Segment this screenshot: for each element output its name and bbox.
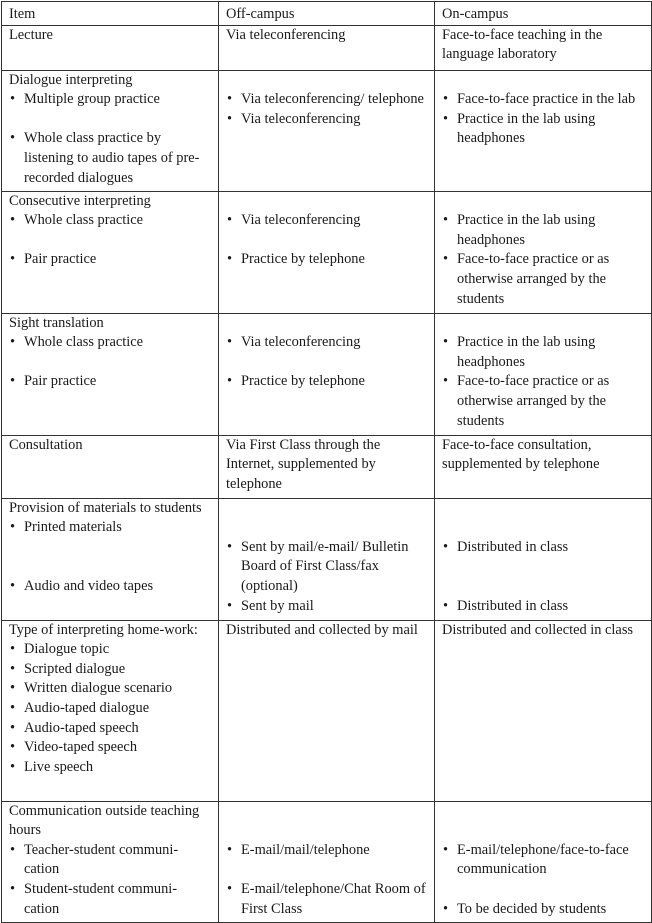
list-item: • Via teleconferencing bbox=[226, 333, 428, 353]
on-campus-bullet-list bbox=[442, 538, 645, 616]
spacer bbox=[442, 314, 645, 334]
item-bullet-list bbox=[9, 841, 212, 919]
off-campus-text: Distributed and collected by mail bbox=[226, 621, 418, 638]
list-item: • Live speech bbox=[9, 758, 212, 778]
list-item: • Practice in the lab using headphones bbox=[442, 211, 645, 250]
row-sight-translation bbox=[2, 313, 652, 435]
cell-on-campus bbox=[435, 25, 652, 70]
list-item: • Pair practice bbox=[9, 372, 212, 392]
item-label: Sight translation bbox=[9, 314, 104, 331]
list-item: • Multiple group practice bbox=[9, 90, 212, 110]
on-campus-bullet-list bbox=[442, 90, 645, 149]
list-item: • Whole class practice bbox=[9, 333, 212, 353]
list-item: • Teacher-student communi-cation bbox=[9, 841, 212, 880]
list-item: • Audio-taped speech bbox=[9, 719, 212, 739]
off-campus-bullet-list bbox=[226, 841, 428, 919]
spacer bbox=[442, 499, 645, 519]
list-item: • Practice in the lab using headphones bbox=[442, 110, 645, 149]
row-type-of-homework bbox=[2, 620, 652, 801]
header-off-campus bbox=[219, 2, 435, 26]
cell-item bbox=[2, 25, 219, 70]
cell-on-campus bbox=[435, 801, 652, 922]
cell-item bbox=[2, 70, 219, 191]
cell-off-campus bbox=[219, 801, 435, 922]
cell-on-campus bbox=[435, 498, 652, 620]
on-campus-text: Face-to-face teaching in the language laboratory bbox=[442, 26, 603, 63]
list-item: • Practice by telephone bbox=[226, 250, 428, 270]
header-on-campus-label: On-campus bbox=[442, 6, 509, 22]
cell-item bbox=[2, 620, 219, 801]
course-delivery-table bbox=[1, 1, 652, 923]
cell-item bbox=[2, 313, 219, 435]
on-campus-bullet-list bbox=[442, 841, 645, 919]
item-label: Dialogue interpreting bbox=[9, 71, 133, 88]
row-lecture bbox=[2, 25, 652, 70]
item-label: Consultation bbox=[9, 436, 83, 453]
item-label: Consecutive interpreting bbox=[9, 192, 151, 209]
list-item: • Whole class practice by listening to audio tapes of pre-recorded dialogues bbox=[9, 129, 212, 188]
cell-on-campus bbox=[435, 191, 652, 313]
cell-on-campus bbox=[435, 313, 652, 435]
spacer bbox=[226, 314, 428, 334]
list-item: • Via teleconferencing bbox=[226, 110, 428, 130]
list-item: • Sent by mail bbox=[226, 597, 428, 617]
list-item: • Written dialogue scenario bbox=[9, 679, 212, 699]
list-item: • Video-taped speech bbox=[9, 738, 212, 758]
list-item: • Audio and video tapes bbox=[9, 577, 212, 597]
cell-off-campus bbox=[219, 25, 435, 70]
item-label: Communication outside teaching hours bbox=[9, 802, 200, 839]
header-item bbox=[2, 2, 219, 26]
list-item: • Distributed in class bbox=[442, 538, 645, 558]
row-dialogue-interpreting bbox=[2, 70, 652, 191]
spacer bbox=[442, 821, 645, 841]
list-item: • Practice in the lab using headphones bbox=[442, 333, 645, 372]
on-campus-bullet-list bbox=[442, 333, 645, 431]
header-item-label: Item bbox=[9, 6, 36, 22]
item-label: Lecture bbox=[9, 26, 53, 43]
off-campus-text: Via First Class through the Internet, supplemented by telephone bbox=[226, 436, 381, 492]
cell-item bbox=[2, 191, 219, 313]
list-item: • Dialogue topic bbox=[9, 640, 212, 660]
on-campus-text: Face-to-face consultation, supplemented by telephone bbox=[442, 436, 600, 473]
cell-item bbox=[2, 435, 219, 498]
on-campus-text: Distributed and collected in class bbox=[442, 621, 634, 638]
list-item: • Distributed in class bbox=[442, 597, 645, 617]
cell-off-campus bbox=[219, 191, 435, 313]
spacer bbox=[226, 192, 428, 212]
header-off-campus-label: Off-campus bbox=[226, 6, 295, 22]
list-item: • Face-to-face practice or as otherwise arranged by the students bbox=[442, 372, 645, 431]
cell-on-campus bbox=[435, 70, 652, 191]
cell-off-campus bbox=[219, 313, 435, 435]
off-campus-bullet-list bbox=[226, 211, 428, 270]
cell-on-campus bbox=[435, 435, 652, 498]
item-label: Provision of materials to students bbox=[9, 499, 202, 516]
list-item: • Printed materials bbox=[9, 518, 212, 538]
item-bullet-list bbox=[9, 518, 212, 596]
list-item: • Via teleconferencing bbox=[226, 211, 428, 231]
off-campus-bullet-list bbox=[226, 90, 428, 129]
cell-off-campus bbox=[219, 70, 435, 191]
cell-off-campus bbox=[219, 620, 435, 801]
spacer bbox=[442, 71, 645, 91]
list-item: • To be decided by students bbox=[442, 900, 645, 920]
spacer bbox=[442, 192, 645, 212]
list-item: • Whole class practice bbox=[9, 211, 212, 231]
row-provision-of-materials bbox=[2, 498, 652, 620]
cell-on-campus bbox=[435, 620, 652, 801]
spacer bbox=[226, 499, 428, 519]
list-item: • Sent by mail/e-mail/ Bulletin Board of First Class/fax (optional) bbox=[226, 538, 428, 597]
list-item: • Audio-taped dialogue bbox=[9, 699, 212, 719]
off-campus-bullet-list bbox=[226, 538, 428, 616]
item-bullet-list bbox=[9, 640, 212, 777]
spacer bbox=[226, 802, 428, 822]
list-item: • E-mail/telephone/face-to-face communication bbox=[442, 841, 645, 880]
list-item: • E-mail/mail/telephone bbox=[226, 841, 428, 861]
item-bullet-list bbox=[9, 90, 212, 188]
cell-item bbox=[2, 801, 219, 922]
spacer bbox=[226, 518, 428, 538]
list-item: • Via teleconferencing/ telephone bbox=[226, 90, 428, 110]
on-campus-bullet-list bbox=[442, 211, 645, 309]
cell-item bbox=[2, 498, 219, 620]
list-item: • Practice by telephone bbox=[226, 372, 428, 392]
item-bullet-list bbox=[9, 211, 212, 270]
list-item: • Student-student communi-cation bbox=[9, 880, 212, 919]
header-on-campus bbox=[435, 2, 652, 26]
header-row bbox=[2, 2, 652, 26]
spacer bbox=[442, 518, 645, 538]
spacer bbox=[442, 802, 645, 822]
off-campus-bullet-list bbox=[226, 333, 428, 392]
spacer bbox=[226, 821, 428, 841]
row-communication-outside-hours bbox=[2, 801, 652, 922]
item-bullet-list bbox=[9, 333, 212, 392]
list-item: • Pair practice bbox=[9, 250, 212, 270]
spacer bbox=[226, 71, 428, 91]
list-item: • Face-to-face practice in the lab bbox=[442, 90, 645, 110]
row-consultation bbox=[2, 435, 652, 498]
cell-off-campus bbox=[219, 498, 435, 620]
list-item: • Scripted dialogue bbox=[9, 660, 212, 680]
off-campus-text: Via teleconferencing bbox=[226, 26, 346, 43]
item-label: Type of interpreting home-work: bbox=[9, 621, 198, 638]
cell-off-campus bbox=[219, 435, 435, 498]
row-consecutive-interpreting bbox=[2, 191, 652, 313]
list-item: • E-mail/telephone/Chat Room of First Class bbox=[226, 880, 428, 919]
list-item: • Face-to-face practice or as otherwise arranged by the students bbox=[442, 250, 645, 309]
